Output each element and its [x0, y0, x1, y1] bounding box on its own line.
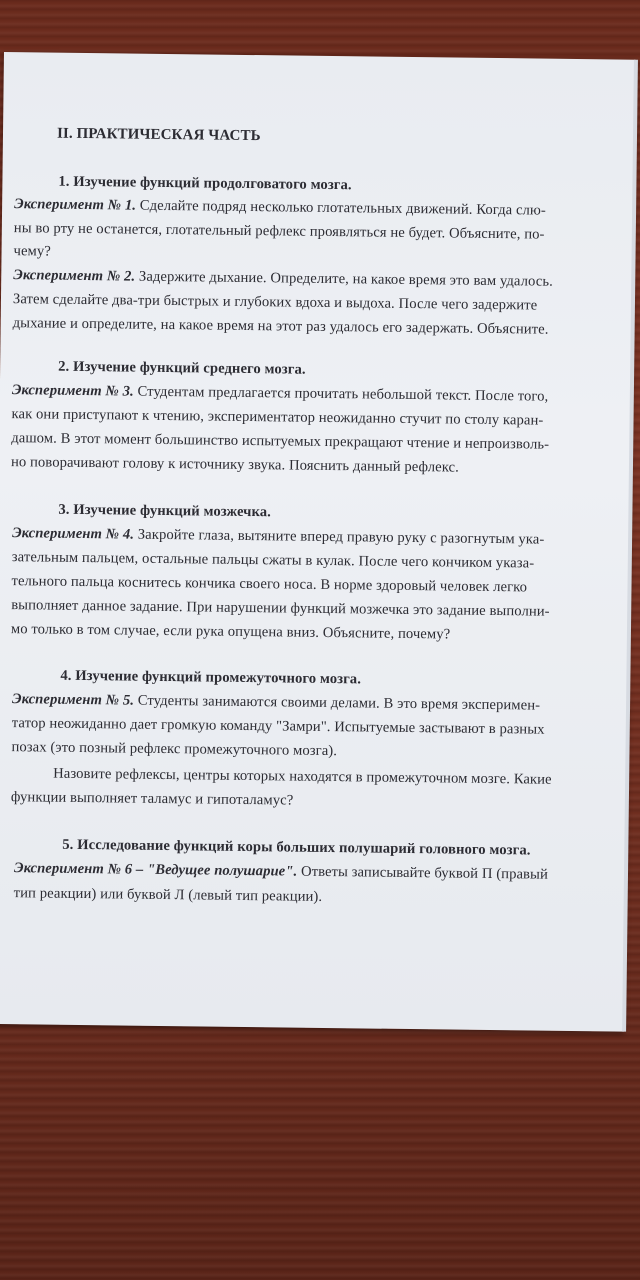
paragraph-line: [14, 884, 323, 906]
paragraph-line: [12, 714, 545, 739]
heading-medulla: 1. Изучение функций продолговатого мозга.: [58, 173, 352, 194]
line-text: позах (это позный рефлекс промежуточного мозга).: [11, 739, 338, 760]
paragraph-line: [11, 738, 337, 760]
paper-sheet: [0, 52, 636, 1032]
paragraph-line: [13, 290, 537, 314]
paragraph-line: [11, 453, 459, 476]
line-text: Сделайте подряд несколько глотательных движений. Когда слю-: [135, 197, 547, 219]
paragraph-line: [11, 405, 543, 429]
line-text: Ответы записывайте буквой П (правый: [297, 863, 549, 883]
line-text: тельного пальца коснитесь кончика своего носа. В норме здоровый человек легко: [11, 573, 528, 596]
line-text: Закройте глаза, вытяните вперед правую руку с разогнутым ука-: [133, 526, 545, 548]
line-text: Назовите рефлексы, центры которых находятся в промежуточном мозге. Какие: [53, 765, 552, 788]
experiment-label: Эксперимент № 5.: [11, 691, 135, 709]
paragraph-line: [11, 572, 527, 596]
paragraph-line: [14, 195, 546, 219]
heading-cortex: 5. Исследование функций коры больших полушарий головного мозга.: [62, 836, 531, 859]
heading-diencephalon: 4. Изучение функций промежуточного мозга.: [60, 667, 362, 688]
paragraph-line: [13, 242, 51, 260]
line-text: Студенты занимаются своими делами. В это время эксперимен-: [133, 692, 541, 714]
paragraph-line: [11, 788, 294, 809]
line-text: дыхание и определите, на какое время на этот раз удалось его задержать. Объясните.: [12, 315, 549, 338]
line-text: татор неожиданно дает громкую команду "Замри". Испытуемые застывают в разных: [11, 715, 545, 738]
line-text: ны во рту не останется, глотательный рефлекс проявляться не будет. Объясните, по-: [13, 220, 545, 243]
heading-cerebellum: 3. Изучение функций мозжечка.: [58, 501, 272, 521]
paragraph-line: [12, 524, 544, 549]
paragraph-line: [12, 548, 535, 572]
line-text: зательным пальцем, остальные пальцы сжаты в кулак. После чего кончиком указа-: [11, 549, 535, 572]
line-text: дашом. В этот момент большинство испытуемых прекращают чтение и непроизволь-: [11, 430, 550, 453]
heading-midbrain: 2. Изучение функций среднего мозга.: [58, 358, 306, 378]
paragraph-line: [13, 266, 553, 291]
line-text: как они приступают к чтению, экспериментатор неожиданно стучит по столу каран-: [11, 406, 544, 429]
line-text: тип реакции) или буквой Л (левый тип реакции).: [13, 885, 323, 905]
experiment-label: Эксперимент № 6 – "Ведущее полушарие".: [13, 860, 298, 880]
paragraph-line: [12, 381, 549, 406]
paragraph-line: [13, 314, 549, 339]
experiment-label: Эксперимент № 2.: [13, 267, 136, 285]
paragraph-line: [14, 219, 545, 243]
section-title: II. ПРАКТИЧЕСКАЯ ЧАСТЬ: [56, 125, 261, 145]
paragraph-line: [53, 765, 552, 789]
paragraph-line: [12, 690, 540, 714]
experiment-label: Эксперимент № 3.: [11, 382, 134, 400]
line-text: функции выполняет таламус и гипоталамус?: [10, 789, 294, 809]
line-text: Студентам предлагается прочитать небольшой текст. После того,: [133, 383, 549, 405]
paragraph-line: [14, 859, 548, 884]
paragraph-line: [11, 596, 550, 621]
line-text: выполняет данное задание. При нарушении функций мозжечка это задание выполни-: [11, 597, 550, 620]
experiment-label: Эксперимент № 1.: [14, 196, 137, 214]
line-text: но поворачивают голову к источнику звука. Пояснить данный рефлекс.: [10, 454, 460, 476]
line-text: Затем сделайте два-три быстрых и глубоких вдоха и выдоха. После чего задержите: [12, 291, 538, 314]
line-text: Задержите дыхание. Определите, на какое время это вам удалось.: [135, 268, 553, 290]
experiment-label: Эксперимент № 4.: [12, 525, 135, 543]
line-text: чему?: [13, 243, 51, 260]
line-text: мо только в том случае, если рука опущена вниз. Объясните, почему?: [10, 621, 451, 643]
paragraph-line: [11, 620, 451, 643]
paper-edge: [622, 60, 638, 1032]
paragraph-line: [11, 429, 549, 454]
